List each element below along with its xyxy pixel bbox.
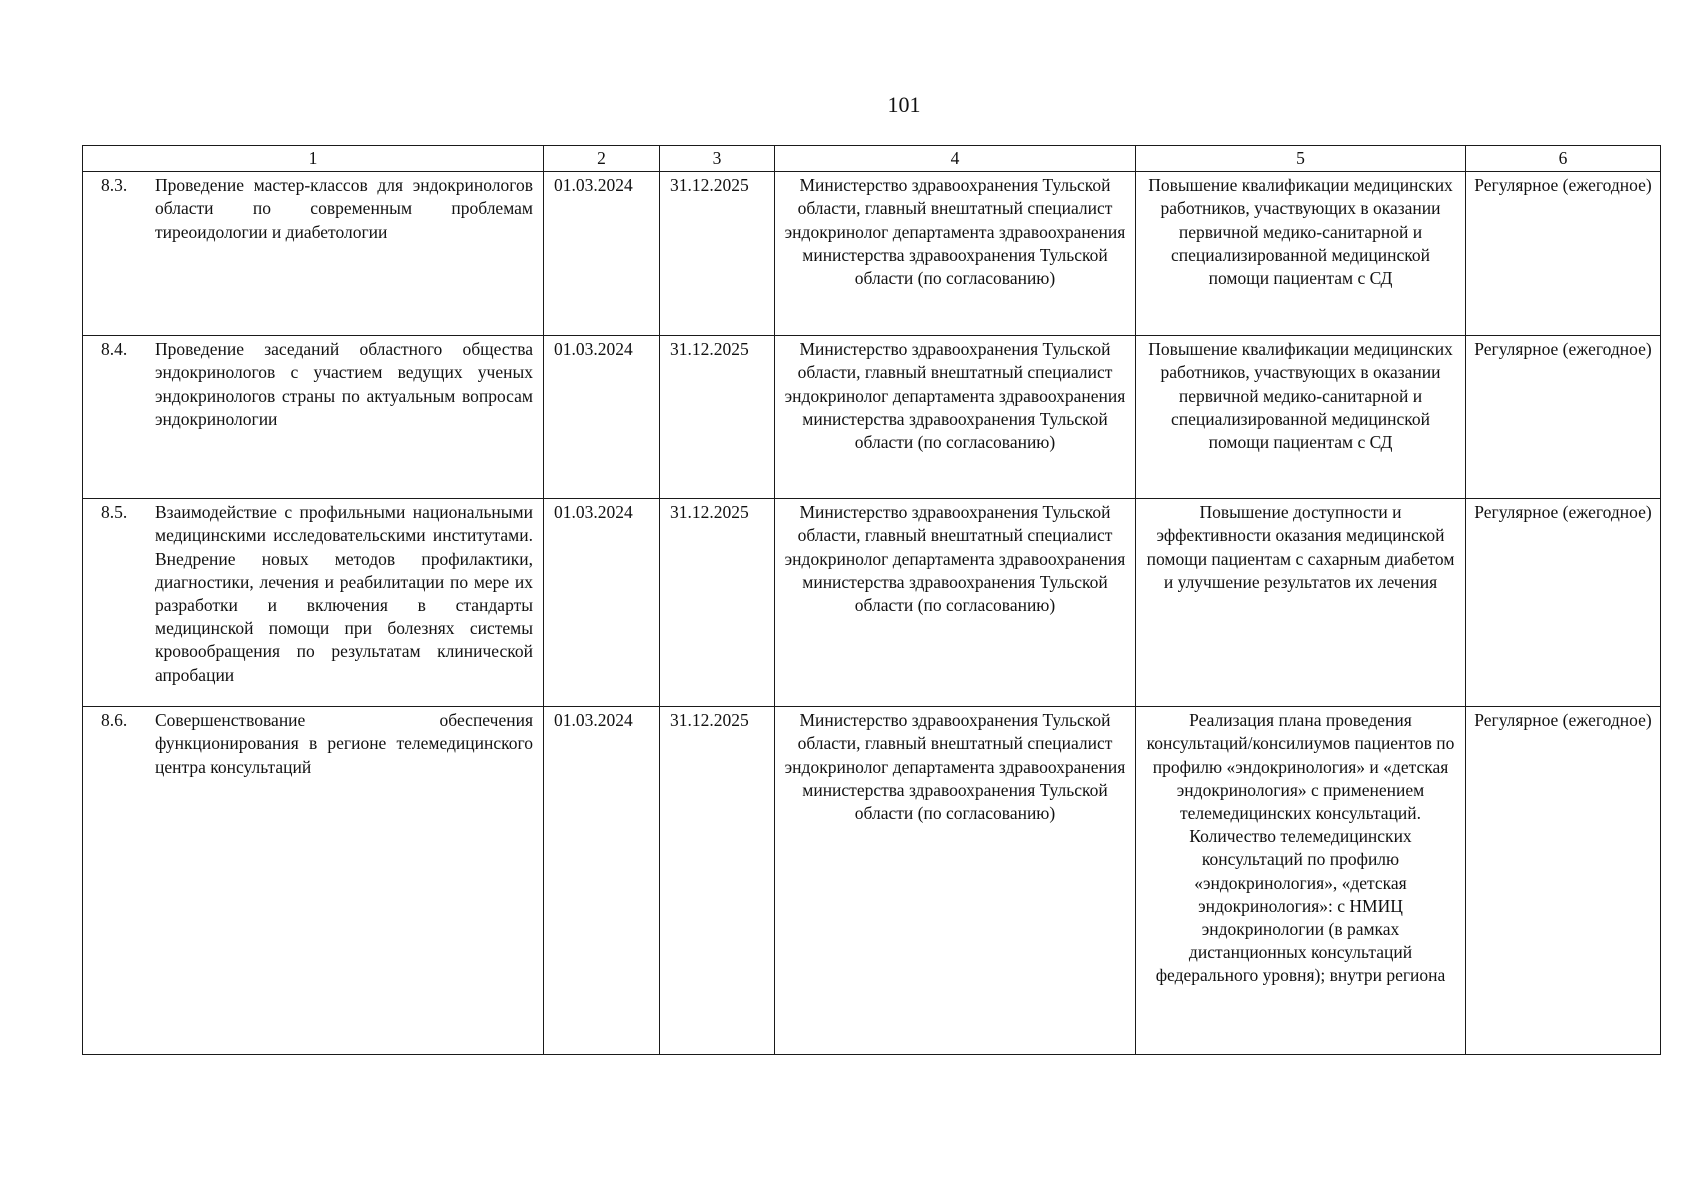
measure-cell bbox=[83, 707, 544, 1055]
expected-result: Реализация плана проведения консультаций/консилиумов пациентов по профилю «эндокринология» и «детская эндокринология» с применением телемедицинских консультаций. Количество телемедицинских консультаций по профилю «эндокринология», «детская эндокринология»: с НМИЦ эндокринологии (в рамках дистанционных консультаций федерального уровня); внутри региона bbox=[1136, 707, 1466, 1055]
start-date: 01.03.2024 bbox=[544, 499, 660, 707]
periodicity: Регулярное (ежегодное) bbox=[1466, 336, 1661, 499]
measure-cell bbox=[83, 336, 544, 499]
column-header-1: 1 bbox=[83, 146, 544, 172]
item-number: 8.3. bbox=[101, 175, 128, 196]
expected-result: Повышение квалификации медицинских работников, участвующих в оказании первичной медико-санитарной и специализированной медицинской помощи пациентам с СД bbox=[1136, 336, 1466, 499]
column-header-4: 4 bbox=[775, 146, 1136, 172]
item-number: 8.4. bbox=[101, 339, 128, 360]
measure-name: Проведение мастер-классов для эндокринологов области по современным проблемам тиреоидологии и диабетологии bbox=[155, 175, 533, 242]
responsible-party: Министерство здравоохранения Тульской области, главный внештатный специалист эндокринолог департамента здравоохранения министерства здравоохранения Тульской области (по согласованию) bbox=[775, 336, 1136, 499]
page-number: 101 bbox=[887, 92, 921, 117]
responsible-party: Министерство здравоохранения Тульской области, главный внештатный специалист эндокринолог департамента здравоохранения министерства здравоохранения Тульской области (по согласованию) bbox=[775, 707, 1136, 1055]
column-header-3: 3 bbox=[660, 146, 775, 172]
action-plan-table bbox=[82, 145, 1661, 1055]
measure-name: Проведение заседаний областного общества эндокринологов с участием ведущих ученых эндокринологов страны по актуальным вопросам эндокринологии bbox=[155, 339, 533, 429]
table-row bbox=[83, 336, 1661, 499]
column-header-5: 5 bbox=[1136, 146, 1466, 172]
end-date: 31.12.2025 bbox=[660, 499, 775, 707]
measure-cell bbox=[83, 172, 544, 336]
periodicity: Регулярное (ежегодное) bbox=[1466, 499, 1661, 707]
responsible-party: Министерство здравоохранения Тульской области, главный внештатный специалист эндокринолог департамента здравоохранения министерства здравоохранения Тульской области (по согласованию) bbox=[775, 499, 1136, 707]
expected-result: Повышение квалификации медицинских работников, участвующих в оказании первичной медико-санитарной и специализированной медицинской помощи пациентам с СД bbox=[1136, 172, 1466, 336]
measure-name: Взаимодействие с профильными национальными медицинскими исследовательскими институтами. Внедрение новых методов профилактики, диагностики, лечения и реабилитации по мере их разработки и включения в стандарты медицинской помощи при болезнях системы кровообращения по результатам клинической апробации bbox=[155, 502, 533, 685]
measure-name: Совершенствование обеспечения функционирования в регионе телемедицинского центра консультаций bbox=[155, 710, 533, 777]
item-number: 8.5. bbox=[101, 502, 128, 523]
start-date: 01.03.2024 bbox=[544, 336, 660, 499]
item-number: 8.6. bbox=[101, 710, 128, 731]
start-date: 01.03.2024 bbox=[544, 172, 660, 336]
table-row bbox=[83, 172, 1661, 336]
expected-result: Повышение доступности и эффективности оказания медицинской помощи пациентам с сахарным диабетом и улучшение результатов их лечения bbox=[1136, 499, 1466, 707]
column-header-2: 2 bbox=[544, 146, 660, 172]
responsible-party: Министерство здравоохранения Тульской области, главный внештатный специалист эндокринолог департамента здравоохранения министерства здравоохранения Тульской области (по согласованию) bbox=[775, 172, 1136, 336]
table-row bbox=[83, 499, 1661, 707]
column-header-6: 6 bbox=[1466, 146, 1661, 172]
end-date: 31.12.2025 bbox=[660, 336, 775, 499]
end-date: 31.12.2025 bbox=[660, 172, 775, 336]
table-row bbox=[83, 707, 1661, 1055]
header-row bbox=[83, 146, 1661, 172]
periodicity: Регулярное (ежегодное) bbox=[1466, 172, 1661, 336]
periodicity: Регулярное (ежегодное) bbox=[1466, 707, 1661, 1055]
start-date: 01.03.2024 bbox=[544, 707, 660, 1055]
end-date: 31.12.2025 bbox=[660, 707, 775, 1055]
measure-cell bbox=[83, 499, 544, 707]
